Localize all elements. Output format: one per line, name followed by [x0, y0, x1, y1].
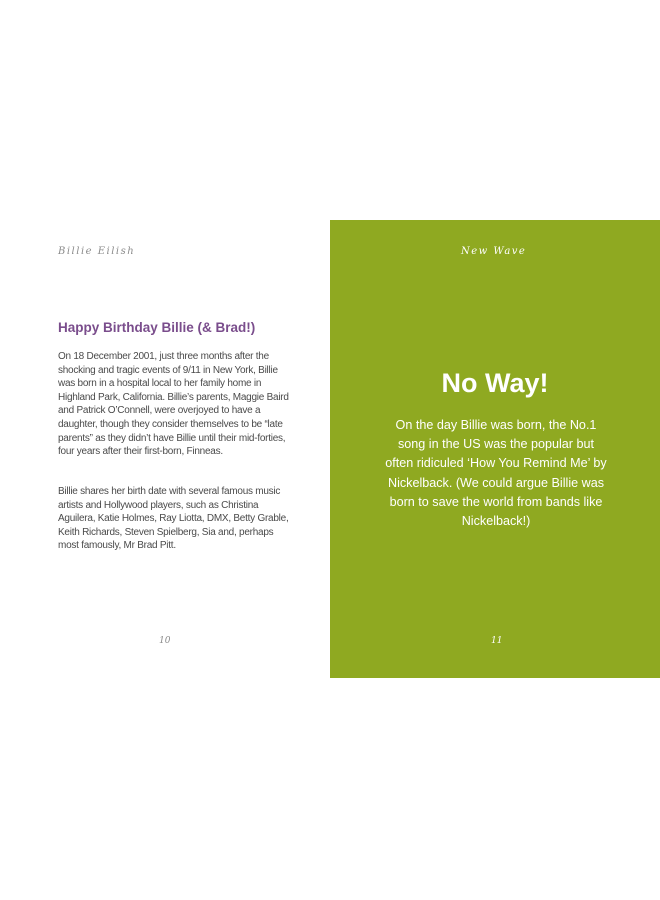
left-page — [0, 220, 330, 678]
body-paragraph-2: Billie shares her birth date with several famous music artists and Hollywood players, such as Christina Aguilera, Katie Holmes, Ray Liotta, DMX, Betty Grable, Keith Richards, Steven Spielberg, Sia and, perhaps most famously, Mr Brad Pitt. — [58, 486, 289, 552]
feature-box-title: No Way! — [441, 368, 549, 398]
feature-box-text: On the day Billie was born, the No.1 song in the US was the popular but often ridiculed ‘How You Remind Me’ by Nickelback. (We could argue Billie was born to save the world from bands like Nickelback!) — [385, 418, 607, 529]
article-title: Happy Birthday Billie (& Brad!) — [58, 320, 256, 335]
running-head-right: New Wave — [461, 246, 527, 257]
right-page-feature-box — [330, 220, 660, 678]
running-head-left: Billie Eilish — [58, 246, 136, 257]
body-paragraph-1: On 18 December 2001, just three months after the shocking and tragic events of 9/11 in New York, Billie was born in a hospital local to her family home in Highland Park, California. Billie’s parents, Maggie Baird and Patrick O’Connell, were overjoyed to have a daughter, though they consider themselves to be “late parents” as they didn’t have Billie until their mid-forties, four years after their first-born, Finneas. — [58, 351, 289, 458]
page-number-right: 11 — [491, 636, 503, 646]
page-number-left: 10 — [159, 636, 171, 646]
